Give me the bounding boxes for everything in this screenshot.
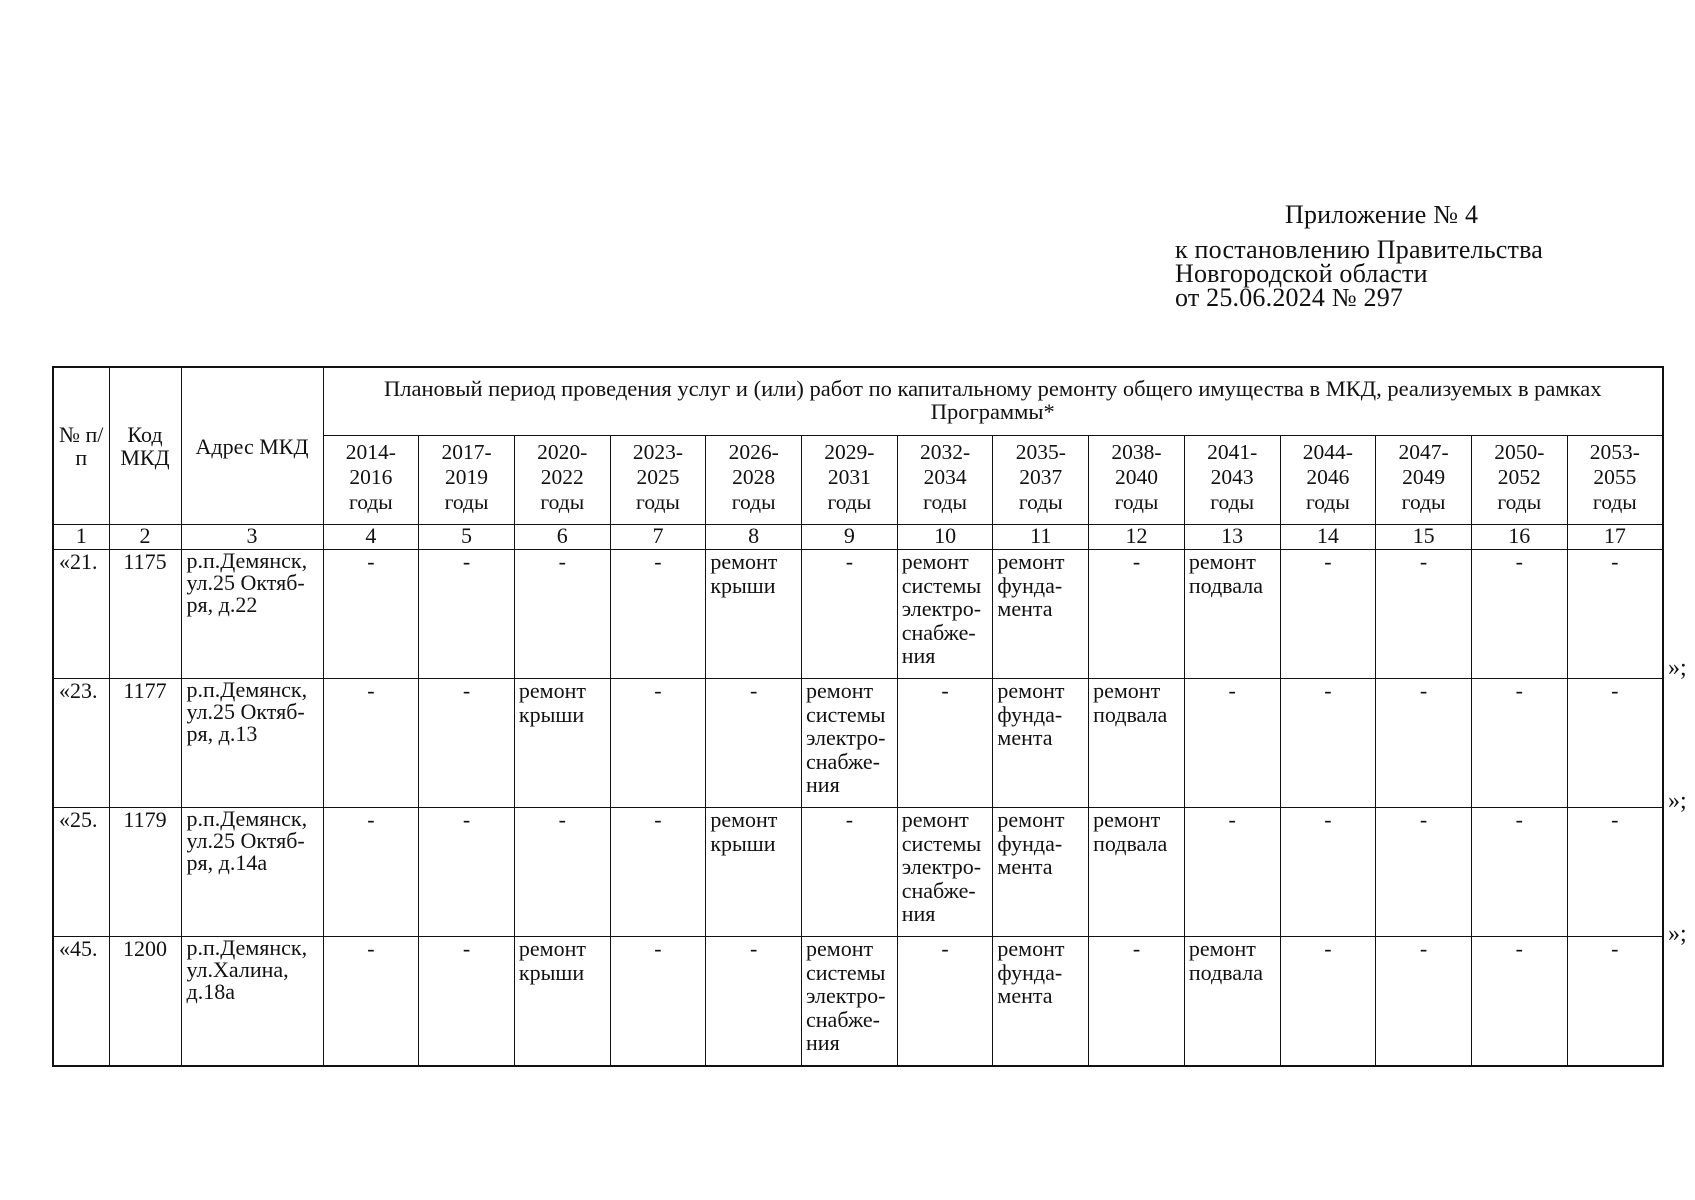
repair-cell: - xyxy=(419,937,515,1067)
repair-cell: - xyxy=(1184,679,1280,808)
repair-cell: ремонт крыши xyxy=(706,550,802,679)
repair-cell: - xyxy=(323,808,419,937)
column-number: 5 xyxy=(419,525,515,550)
header-year-period: 2044-2046 годы xyxy=(1280,436,1376,525)
column-number: 7 xyxy=(610,525,706,550)
repair-cell: - xyxy=(1567,937,1663,1067)
repair-cell: ремонт крыши xyxy=(514,937,610,1067)
header-code: Код МКД xyxy=(109,367,181,525)
mkd-code: 1179 xyxy=(109,808,181,937)
repair-cell: ремонт подвала xyxy=(1089,808,1185,937)
mkd-address: р.п.Демянск, ул.25 Октяб-ря, д.14а xyxy=(181,808,323,937)
appendix-line-2: Новгородской области xyxy=(1175,259,1428,288)
repair-cell: - xyxy=(897,937,993,1067)
capital-repair-table xyxy=(52,366,1664,1067)
table-row xyxy=(53,937,1663,1067)
repair-cell: - xyxy=(1376,937,1472,1067)
repair-cell: ремонт крыши xyxy=(514,679,610,808)
row-closing-quote: »; xyxy=(1668,788,1687,814)
column-number: 6 xyxy=(514,525,610,550)
repair-cell: ремонт подвала xyxy=(1184,550,1280,679)
repair-cell: ремонт подвала xyxy=(1089,679,1185,808)
repair-cell: - xyxy=(706,679,802,808)
header-address: Адрес МКД xyxy=(181,367,323,525)
header-year-period: 2020-2022 годы xyxy=(514,436,610,525)
repair-cell: - xyxy=(802,808,898,937)
repair-cell: - xyxy=(1567,550,1663,679)
header-year-period: 2026-2028 годы xyxy=(706,436,802,525)
repair-cell: - xyxy=(1089,550,1185,679)
header-year-period: 2023-2025 годы xyxy=(610,436,706,525)
repair-cell: - xyxy=(1376,808,1472,937)
column-number: 16 xyxy=(1471,525,1567,550)
repair-cell: ремонт фунда-мента xyxy=(993,679,1089,808)
repair-cell: - xyxy=(1567,679,1663,808)
column-number: 12 xyxy=(1089,525,1185,550)
column-number: 4 xyxy=(323,525,419,550)
repair-cell: - xyxy=(1376,679,1472,808)
repair-cell: - xyxy=(1280,808,1376,937)
mkd-code: 1177 xyxy=(109,679,181,808)
header-year-period: 2032-2034 годы xyxy=(897,436,993,525)
header-year-period: 2014-2016 годы xyxy=(323,436,419,525)
repair-cell: - xyxy=(1280,679,1376,808)
mkd-code: 1175 xyxy=(109,550,181,679)
repair-cell: - xyxy=(323,550,419,679)
repair-cell: ремонт крыши xyxy=(706,808,802,937)
column-number: 8 xyxy=(706,525,802,550)
repair-cell: ремонт системы электро-снабже-ния xyxy=(802,679,898,808)
column-number: 15 xyxy=(1376,525,1472,550)
header-year-period: 2035-2037 годы xyxy=(993,436,1089,525)
repair-cell: - xyxy=(802,550,898,679)
repair-cell: - xyxy=(706,937,802,1067)
header-period: Плановый период проведения услуг и (или) работ по капитальному ремонту общего имущества в МКД, реализуемых в рамках Программы* xyxy=(323,367,1663,436)
header-year-period: 2047-2049 годы xyxy=(1376,436,1472,525)
column-number: 13 xyxy=(1184,525,1280,550)
column-number: 17 xyxy=(1567,525,1663,550)
column-number: 14 xyxy=(1280,525,1376,550)
repair-cell: - xyxy=(514,550,610,679)
appendix-line-3: от 25.06.2024 № 297 xyxy=(1175,283,1404,312)
repair-cell: ремонт фунда-мента xyxy=(993,808,1089,937)
repair-cell: ремонт системы электро-снабже-ния xyxy=(897,550,993,679)
repair-cell: - xyxy=(1471,679,1567,808)
repair-cell: - xyxy=(897,679,993,808)
repair-cell: - xyxy=(1376,550,1472,679)
header-year-period: 2053-2055 годы xyxy=(1567,436,1663,525)
header-year-period: 2050-2052 годы xyxy=(1471,436,1567,525)
column-number: 9 xyxy=(802,525,898,550)
header-year-period: 2038-2040 годы xyxy=(1089,436,1185,525)
mkd-code: 1200 xyxy=(109,937,181,1067)
appendix-line-1: к постановлению Правительства xyxy=(1175,235,1543,264)
repair-cell: ремонт фунда-мента xyxy=(993,550,1089,679)
repair-cell: - xyxy=(1567,808,1663,937)
column-number: 3 xyxy=(181,525,323,550)
repair-cell: - xyxy=(610,937,706,1067)
column-number: 1 xyxy=(53,525,109,550)
repair-cell: - xyxy=(1184,808,1280,937)
appendix-title: Приложение № 4 xyxy=(1285,200,1479,229)
repair-cell: - xyxy=(610,679,706,808)
repair-cell: - xyxy=(419,550,515,679)
repair-cell: - xyxy=(1280,937,1376,1067)
row-number: «45. xyxy=(53,937,109,1067)
mkd-address: р.п.Демянск, ул.25 Октяб-ря, д.13 xyxy=(181,679,323,808)
repair-cell: - xyxy=(1280,550,1376,679)
appendix-block xyxy=(1175,200,1595,312)
repair-cell: - xyxy=(323,937,419,1067)
row-closing-quote: »; xyxy=(1668,655,1687,681)
mkd-address: р.п.Демянск, ул.25 Октяб-ря, д.22 xyxy=(181,550,323,679)
table-row xyxy=(53,808,1663,937)
row-number: «21. xyxy=(53,550,109,679)
repair-cell: ремонт системы электро-снабже-ния xyxy=(897,808,993,937)
table-row xyxy=(53,550,1663,679)
repair-cell: ремонт подвала xyxy=(1184,937,1280,1067)
repair-cell: - xyxy=(1471,937,1567,1067)
row-number: «23. xyxy=(53,679,109,808)
row-closing-quote: »; xyxy=(1668,921,1687,947)
repair-cell: - xyxy=(610,550,706,679)
repair-cell: - xyxy=(419,808,515,937)
header-year-period: 2041-2043 годы xyxy=(1184,436,1280,525)
table-row xyxy=(53,679,1663,808)
mkd-address: р.п.Демянск, ул.Халина, д.18а xyxy=(181,937,323,1067)
row-number: «25. xyxy=(53,808,109,937)
header-year-period: 2017-2019 годы xyxy=(419,436,515,525)
header-num: № п/п xyxy=(53,367,109,525)
repair-cell: - xyxy=(514,808,610,937)
repair-cell: - xyxy=(610,808,706,937)
repair-cell: - xyxy=(323,679,419,808)
column-number: 11 xyxy=(993,525,1089,550)
column-number: 10 xyxy=(897,525,993,550)
repair-cell: - xyxy=(419,679,515,808)
repair-cell: ремонт фунда-мента xyxy=(993,937,1089,1067)
repair-cell: - xyxy=(1471,808,1567,937)
repair-cell: - xyxy=(1089,937,1185,1067)
repair-cell: ремонт системы электро-снабже-ния xyxy=(802,937,898,1067)
column-number: 2 xyxy=(109,525,181,550)
header-year-period: 2029-2031 годы xyxy=(802,436,898,525)
repair-cell: - xyxy=(1471,550,1567,679)
